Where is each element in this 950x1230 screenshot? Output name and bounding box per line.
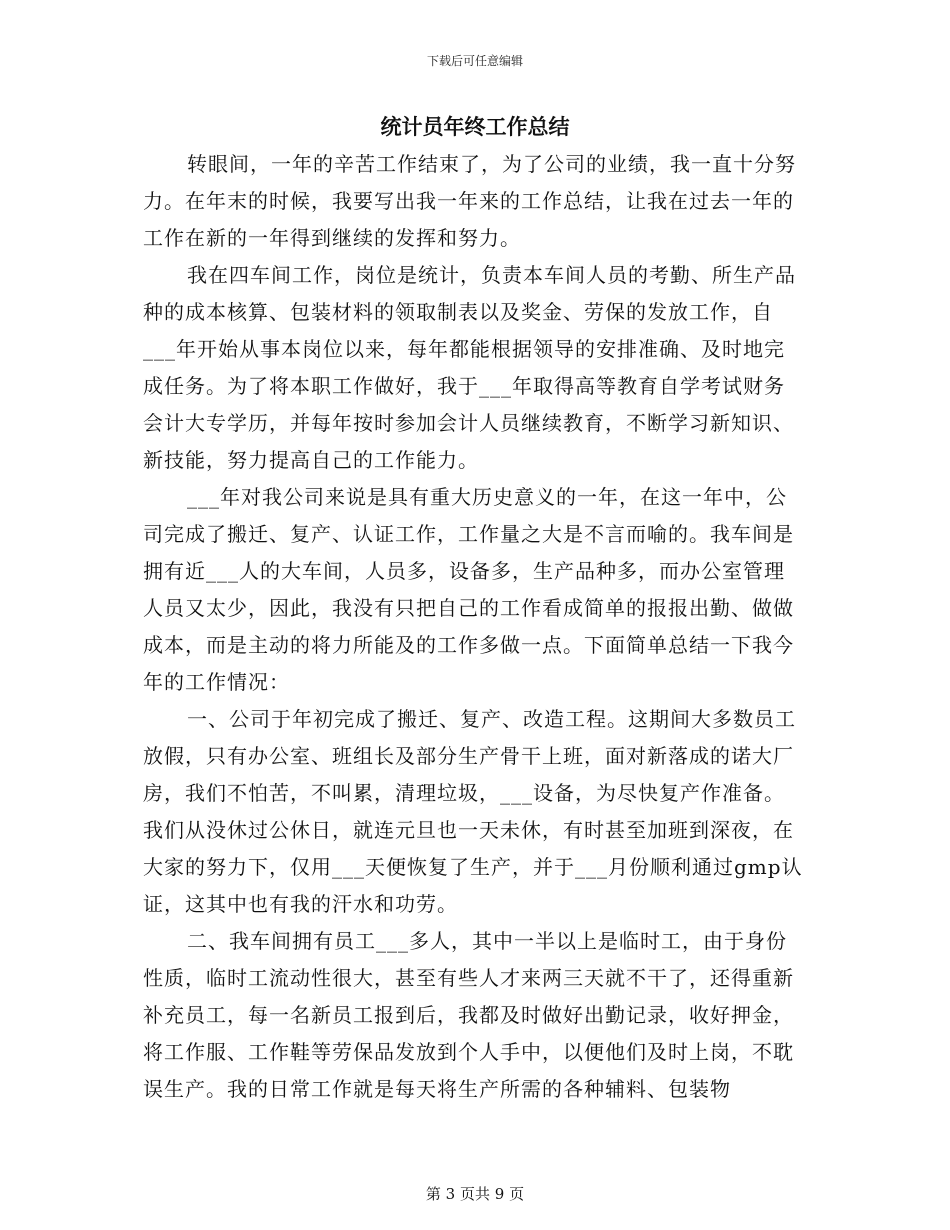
paragraph-4: 一、公司于年初完成了搬迁、复产、改造工程。这期间大多数员工放假，只有办公室、班组长及部分生产骨干上班，面对新落成的诺大厂房，我们不怕苦，不叫累，清理垃圾，___设备，为尽快复产作准备。我们从没休过公休日，就连元旦也一天未休，有时甚至加班到深夜，在大家的努力下，仅用___天便恢复了生产，并于___月份顺利通过gmp认证，这其中也有我的汗水和功劳。 [143, 707, 803, 916]
page-footer: 第 3 页共 9 页 [425, 1185, 525, 1203]
paragraph-5: 二、我车间拥有员工___多人，其中一半以上是临时工，由于身份性质，临时工流动性很大，甚至有些人才来两三天就不干了，还得重新补充员工，每一名新员工报到后，我都及时做好出勤记录，收好押金，将工作服、工作鞋等劳保品发放到个人手中，以便他们及时上岗，不耽误生产。我的日常工作就是每天将生产所需的各种辅料、包装物 [143, 929, 794, 1101]
document-title: 统计员年终工作总结 [380, 114, 570, 139]
paragraph-3: ___年对我公司来说是具有重大历史意义的一年，在这一年中，公司完成了搬迁、复产、认证工作，工作量之大是不言而喻的。我车间是拥有近___人的大车间，人员多，设备多，生产品种多，而办公室管理人员又太少，因此，我没有只把自己的工作看成简单的报报出勤、做做成本，而是主动的将力所能及的工作多做一点。下面简单总结一下我今年的工作情况： [143, 485, 794, 694]
paragraph-2: 我在四车间工作，岗位是统计，负责本车间人员的考勤、所生产品种的成本核算、包装材料的领取制表以及奖金、劳保的发放工作，自___年开始从事本岗位以来，每年都能根据领导的安排准确、及时地完成任务。为了将本职工作做好，我于___年取得高等教育自学考试财务会计大专学历，并每年按时参加会计人员继续教育，不断学习新知识、新技能，努力提高自己的工作能力。 [143, 263, 796, 472]
document-body [143, 146, 805, 1108]
paragraph-1: 转眼间，一年的辛苦工作结束了，为了公司的业绩，我一直十分努力。在年末的时候，我要写出我一年来的工作总结，让我在过去一年的工作在新的一年得到继续的发挥和努力。 [143, 152, 796, 250]
page-header: 下载后可任意编辑 [426, 54, 523, 68]
